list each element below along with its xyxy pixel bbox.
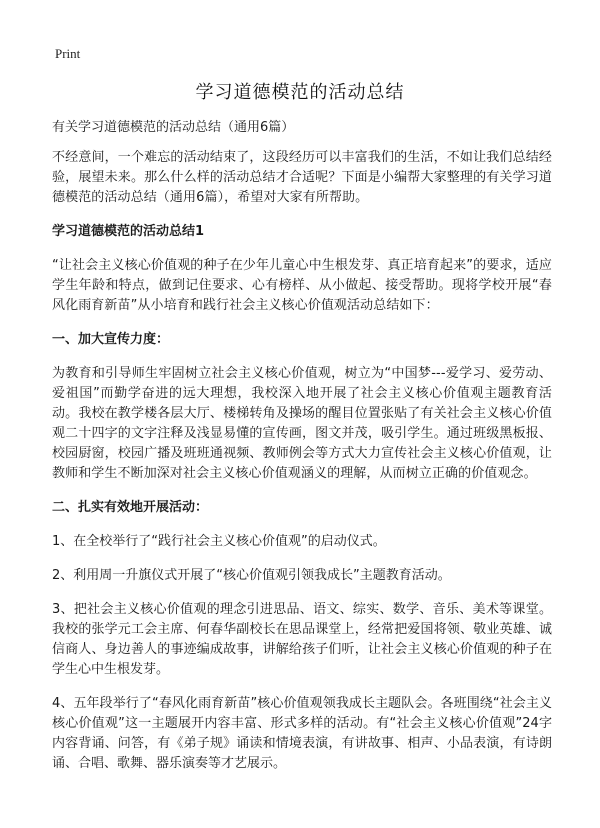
intro-paragraph: 不经意间，一个难忘的活动结束了，这段经历可以丰富我们的生活，不如让我们总结经验，展望未来。那么什么样的活动总结才合适呢？下面是小编帮大家整理的有关学习道德模范的活动总结（通用6篇），希望对大家有所帮助。 xyxy=(52,150,552,205)
list-item: 3、把社会主义核心价值观的理念引进思品、语文、综实、数学、音乐、美术等课堂。我校的张学元工会主席、何春华副校长在思品课堂上，经常把爱国将领、敬业英雄、诚信商人、身边善人的事迹编成故事，讲解给孩子们听，让社会主义核心价值观的种子在学生心中生根发芽。 xyxy=(52,602,552,677)
article-body xyxy=(52,118,552,788)
page-title: 学习道德模范的活动总结 xyxy=(195,82,405,103)
section-title: 学习道德模范的活动总结1 xyxy=(52,224,205,239)
list-item: 2、利用周一升旗仪式开展了“核心价值观引领我成长”主题教育活动。 xyxy=(52,568,451,583)
list-item: 1、在全校举行了“践行社会主义核心价值观”的启动仪式。 xyxy=(52,534,386,549)
heading-publicity: 一、加大宣传力度： xyxy=(52,332,170,347)
heading-activities: 二、扎实有效地开展活动： xyxy=(52,500,209,515)
print-link[interactable]: Print xyxy=(55,46,81,61)
article-subtitle: 有关学习道德模范的活动总结（通用6篇） xyxy=(52,120,295,135)
list-item: 4、五年段举行了“春风化雨育新苗”核心价值观领我成长主题队会。各班围绕“社会主义核心价值观”这一主题展开内容丰富、形式多样的活动。有“社会主义核心价值观”24字内容背诵、问答，有《弟子规》诵读和情境表演，有讲故事、相声、小品表演，有诗朗诵、合唱、歌舞、器乐演奏等才艺展示。 xyxy=(52,696,552,771)
publicity-paragraph: 为教育和引导师生牢固树立社会主义核心价值观，树立为“中国梦---爱学习、爱劳动、爱祖国”而勤学奋进的远大理想，我校深入地开展了社会主义核心价值观主题教育活动。我校在教学楼各层大厅、楼梯转角及操场的醒目位置张贴了有关社会主义核心价值观二十四字的文字注释及浅显易懂的宣传画，图文并茂，吸引学生。通过班级黑板报、校园厨窗，校园广播及班班通视频、教师例会等方式大力宣传社会主义核心价值观，让教师和学生不断加深对社会主义核心价值观涵义的理解，从而树立正确的价值观念。 xyxy=(52,366,552,481)
section-intro-paragraph: “让社会主义核心价值观的种子在少年儿童心中生根发芽、真正培育起来”的要求，适应学生年龄和特点，做到记住要求、心有榜样、从小做起、接受帮助。现将学校开展“春风化雨育新苗”从小培育和践行社会主义核心价值观活动总结如下： xyxy=(52,258,552,313)
